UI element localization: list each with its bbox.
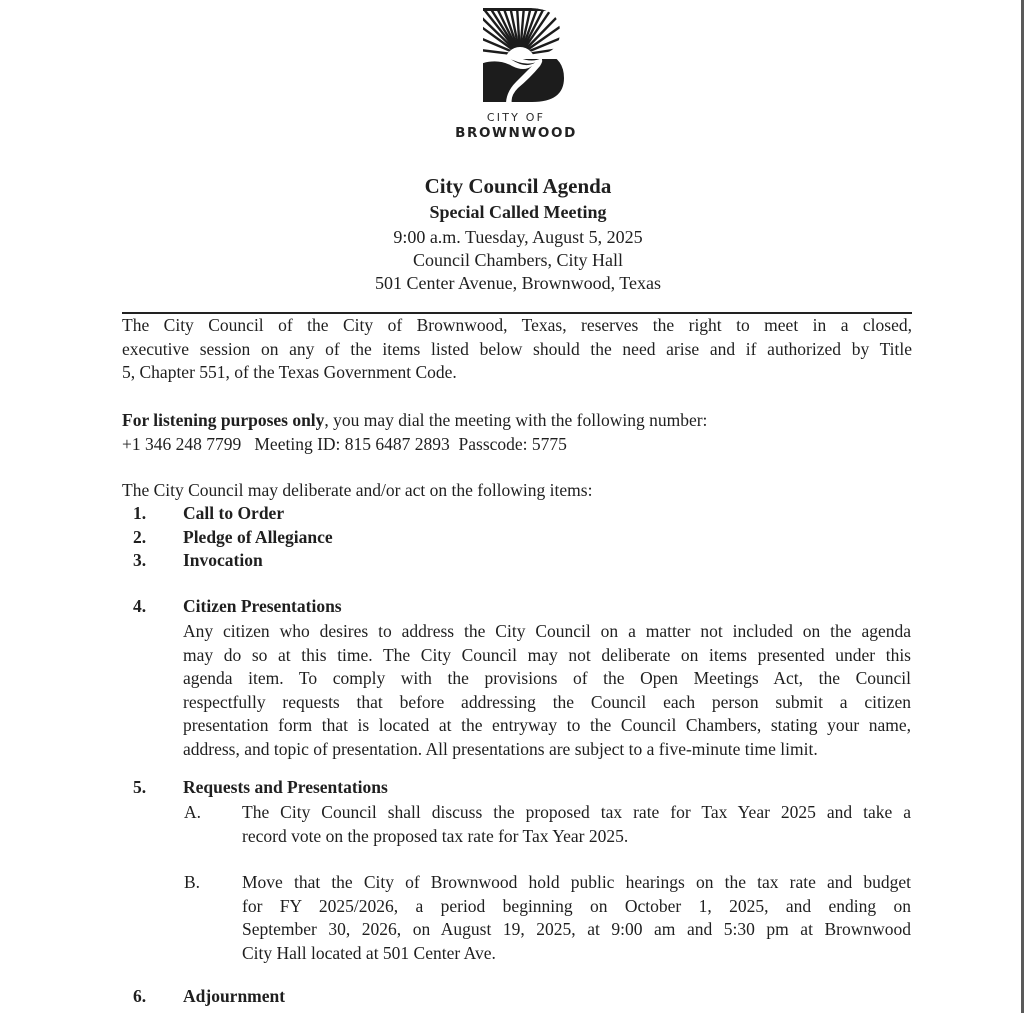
subitem-letter: A. bbox=[184, 802, 202, 822]
notice-line: executive session on any of the items listed below should the need arise and if authorized by Title bbox=[122, 338, 912, 359]
item-adjournment: Adjournment bbox=[183, 986, 286, 1006]
item-number: 2. bbox=[133, 527, 147, 547]
notice-line: The City Council of the City of Brownwood, Texas, reserves the right to meet in a closed, bbox=[122, 315, 912, 335]
description-line: address, and topic of presentation. All presentations are subject to a five-minute time limit. bbox=[183, 738, 818, 759]
logo-brownwood-text: BROWNWOOD bbox=[455, 125, 577, 141]
description-line: Any citizen who desires to address the City Council on a matter not included on the agenda bbox=[183, 621, 911, 641]
item-number: 1. bbox=[133, 503, 147, 523]
item-number: 5. bbox=[133, 777, 147, 797]
item-citizen-presentations: Citizen Presentations bbox=[183, 596, 342, 616]
subitem-line: September 30, 2026, on August 19, 2025, at 9:00 am and 5:30 pm at Brownwood bbox=[242, 919, 911, 939]
subitem-line: The City Council shall discuss the proposed tax rate for Tax Year 2025 and take a bbox=[242, 802, 911, 822]
description-line: respectfully requests that before addressing the Council each person submit a citizen bbox=[183, 691, 911, 712]
meeting-datetime: 9:00 a.m. Tuesday, August 5, 2025 bbox=[393, 227, 643, 247]
logo-city-of-text: CITY OF bbox=[486, 111, 546, 124]
description-line: agenda item. To comply with the provisions of the Open Meetings Act, the Council bbox=[183, 668, 911, 688]
meeting-location: Council Chambers, City Hall bbox=[413, 250, 623, 270]
item-number: 6. bbox=[133, 986, 147, 1006]
item-requests-and-presentations: Requests and Presentations bbox=[183, 777, 388, 797]
meeting-address: 501 Center Avenue, Brownwood, Texas bbox=[374, 273, 662, 293]
item-invocation: Invocation bbox=[183, 550, 263, 570]
subitem-letter: B. bbox=[184, 872, 201, 892]
description-line: presentation form that is located at the entryway to the Council Chambers, stating your name, bbox=[183, 715, 911, 735]
subitem-line: record vote on the proposed tax rate for Tax Year 2025. bbox=[242, 825, 629, 846]
meeting-type: Special Called Meeting bbox=[429, 202, 607, 222]
agenda-title: City Council Agenda bbox=[424, 174, 612, 198]
subitem-tax-rate-vote bbox=[242, 801, 911, 848]
city-of-brownwood-logo-icon bbox=[480, 6, 566, 104]
item-pledge-of-allegiance: Pledge of Allegiance bbox=[183, 527, 333, 547]
item-call-to-order: Call to Order bbox=[183, 503, 285, 523]
citizen-presentations-description bbox=[183, 620, 911, 761]
deliberate-statement: The City Council may deliberate and/or act on the following items: bbox=[122, 480, 593, 500]
subitem-line: for FY 2025/2026, a period beginning on October 1, 2025, and ending on bbox=[242, 895, 911, 916]
subitem-public-hearings bbox=[242, 871, 911, 965]
item-number: 3. bbox=[133, 550, 147, 570]
listening-lead: For listening purposes only bbox=[122, 410, 325, 430]
listening-text: , you may dial the meeting with the following number: bbox=[324, 410, 708, 430]
subitem-line: City Hall located at 501 Center Ave. bbox=[242, 942, 496, 963]
listening-info bbox=[122, 409, 912, 456]
description-line: may do so at this time. The City Council may not deliberate on items presented under this bbox=[183, 644, 911, 665]
subitem-line: Move that the City of Brownwood hold public hearings on the tax rate and budget bbox=[242, 872, 911, 892]
executive-session-notice bbox=[122, 314, 912, 385]
item-number: 4. bbox=[133, 596, 147, 616]
dial-in-details: +1 346 248 7799 Meeting ID: 815 6487 2893 Passcode: 5775 bbox=[122, 433, 567, 454]
notice-line: 5, Chapter 551, of the Texas Government Code. bbox=[122, 362, 457, 382]
